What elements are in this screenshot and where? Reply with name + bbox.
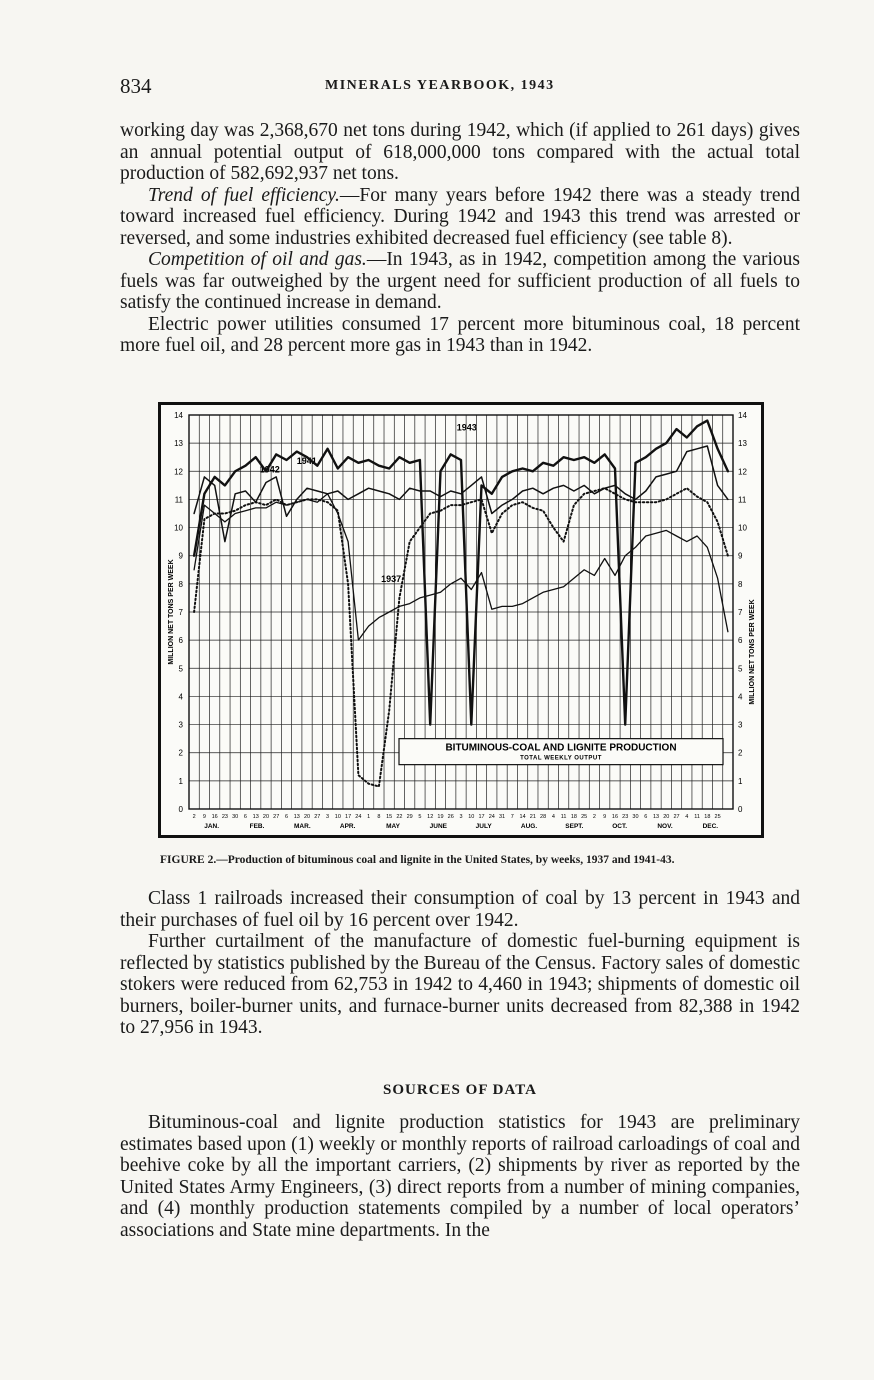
y-axis-label-right: MILLION NET TONS PER WEEK (749, 599, 756, 705)
x-tick-label-day: 13 (293, 814, 300, 820)
x-tick-label-day: 27 (314, 814, 321, 820)
x-tick-label-month: JAN. (204, 823, 220, 830)
x-tick-label-day: 21 (529, 814, 536, 820)
x-tick-label-month: JUNE (429, 823, 448, 830)
y-tick-label-left: 7 (178, 608, 183, 617)
x-tick-label-day: 11 (694, 814, 700, 820)
x-tick-label-day: 9 (202, 814, 206, 820)
chart-title: BITUMINOUS-COAL AND LIGNITE PRODUCTION (445, 742, 677, 754)
x-tick-label-day: 12 (427, 814, 434, 820)
y-tick-label-right: 9 (738, 551, 743, 561)
y-tick-label-right: 7 (738, 608, 743, 617)
x-tick-label-day: 4 (685, 814, 689, 820)
x-tick-label-day: 18 (570, 814, 577, 820)
paragraph-sources: Bituminous-coal and lignite production statistics for 1943 are preliminary estimates based upon (1) weekly or monthly reports of railroad carloadings of coal and beehive coke by all the important carriers, (2) shipments by river as reported by the United States Army Engineers, (3) direct reports from a number of mining companies, and (4) monthly production statements compiled by a number of local operators’ associations and State mine departments. In the (120, 1112, 800, 1241)
y-tick-label-right: 10 (738, 523, 747, 533)
x-tick-label-month: OCT. (612, 823, 628, 830)
y-tick-label-left: 13 (174, 439, 183, 449)
y-tick-label-left: 12 (174, 467, 183, 477)
y-tick-label-right: 4 (738, 692, 743, 702)
x-tick-label-month: APR. (339, 823, 356, 830)
x-tick-label-day: 4 (551, 814, 555, 820)
x-tick-label-day: 25 (714, 814, 721, 820)
x-tick-label-day: 6 (644, 814, 648, 820)
y-tick-label-left: 14 (174, 411, 183, 420)
x-tick-label-day: 22 (396, 814, 403, 820)
y-tick-label-left: 2 (178, 748, 183, 758)
x-tick-label-day: 18 (704, 814, 711, 820)
y-tick-label-right: 11 (738, 495, 747, 505)
x-tick-label-day: 25 (581, 814, 588, 820)
x-tick-label-day: 19 (437, 814, 444, 820)
x-tick-label-day: 13 (252, 814, 259, 820)
series-label-1943: 1943 (456, 422, 477, 433)
y-tick-label-left: 6 (178, 636, 183, 646)
x-tick-label-day: 16 (611, 814, 619, 820)
y-tick-label-left: 5 (178, 664, 183, 674)
body-text-top (120, 120, 800, 357)
series-label-1941: 1941 (296, 456, 317, 467)
x-tick-label-day: 15 (386, 814, 393, 820)
series-label-1942: 1942 (259, 464, 280, 475)
runin-heading-competition: Competition of oil and gas. (148, 249, 367, 270)
paragraph-fuel-efficiency (120, 185, 800, 250)
x-tick-label-day: 26 (447, 814, 454, 820)
paragraph-curtailment: Further curtailment of the manufacture of domestic fuel-burning equipment is reflected by statistics published by the Bureau of the Census. Factory sales of domestic stokers were reduced from 62,753 in 1942 to 4,460 in 1943; shipments of domestic oil burners, boiler-burner units, and furnace-burner units decreased from 82,388 in 1942 to 27,956 in 1943. (120, 931, 800, 1038)
x-tick-label-day: 3 (459, 814, 463, 820)
x-tick-label-day: 23 (622, 814, 629, 820)
paragraph-fuel-efficiency-text: —For many years before 1942 there was a steady trend toward increased fuel efficiency. During 1942 and 1943 this trend was arrested or reversed, and some industries exhibited decreased fuel efficiency (see table 8). (120, 184, 801, 249)
y-tick-label-left: 0 (178, 805, 183, 814)
x-tick-label-day: 27 (273, 814, 280, 820)
section-heading-sources: SOURCES OF DATA (383, 1082, 537, 1098)
x-tick-label-day: 20 (663, 814, 670, 820)
x-tick-label-day: 1 (367, 814, 371, 820)
paragraph-competition-text: —In 1943, as in 1942, competition among the various fuels was far outweighed by the urgent need for sufficient production of all fuels to satisfy the continued increase in demand. (120, 249, 801, 313)
x-tick-label-day: 24 (488, 814, 495, 820)
x-tick-label-day: 10 (334, 814, 341, 820)
x-tick-label-day: 27 (673, 814, 680, 820)
paragraph-competition (120, 249, 800, 314)
x-tick-label-day: 31 (498, 814, 506, 820)
x-tick-label-day: 6 (243, 814, 247, 820)
x-tick-label-day: 13 (652, 814, 660, 820)
x-tick-label-day: 16 (211, 814, 218, 820)
production-chart (158, 402, 764, 838)
x-tick-label-day: 5 (418, 814, 422, 820)
y-tick-label-right: 3 (738, 720, 743, 730)
y-tick-label-left: 8 (178, 579, 183, 589)
x-tick-label-month: AUG. (520, 823, 538, 830)
x-tick-label-day: 11 (560, 814, 567, 820)
x-tick-label-day: 8 (377, 814, 381, 820)
x-tick-label-day: 2 (592, 814, 596, 820)
page-number: 834 (120, 74, 152, 98)
y-tick-label-right: 0 (738, 805, 743, 814)
chart-svg (161, 405, 761, 835)
x-tick-label-day: 10 (468, 814, 475, 820)
x-tick-label-day: 14 (519, 814, 526, 820)
x-tick-label-day: 23 (221, 814, 228, 820)
y-tick-label-left: 1 (178, 776, 183, 786)
y-tick-label-right: 12 (738, 467, 747, 477)
y-tick-label-right: 6 (738, 636, 743, 646)
x-tick-label-day: 30 (632, 814, 639, 820)
paragraph-railroads: Class 1 railroads increased their consumption of coal by 13 percent in 1943 and their purchases of fuel oil by 16 percent over 1942. (120, 888, 800, 931)
x-tick-label-month: SEPT. (565, 823, 584, 830)
x-tick-label-day: 3 (326, 814, 330, 820)
chart-subtitle: TOTAL WEEKLY OUTPUT (520, 755, 602, 762)
y-tick-label-left: 4 (178, 692, 183, 702)
journal-title: MINERALS YEARBOOK, 1943 (325, 78, 555, 93)
y-axis-label-left: MILLION NET TONS PER WEEK (168, 559, 175, 665)
x-tick-label-day: 24 (355, 814, 362, 820)
y-tick-label-right: 2 (738, 748, 743, 758)
x-tick-label-day: 6 (284, 814, 289, 820)
x-tick-label-month: NOV. (657, 823, 673, 830)
runin-heading-fuel-efficiency: Trend of fuel efficiency. (148, 184, 340, 206)
x-tick-label-day: 9 (603, 814, 607, 820)
series-label-1937: 1937 (381, 574, 402, 585)
x-tick-label-day: 17 (478, 814, 485, 820)
figure-caption: FIGURE 2.—Production of bituminous coal and lignite in the United States, by weeks, 1937 and 1941-43. (160, 854, 675, 866)
y-tick-label-left: 9 (178, 551, 183, 561)
series-line-1937 (194, 494, 728, 640)
x-tick-label-day: 17 (345, 814, 352, 820)
x-tick-label-day: 30 (232, 814, 239, 820)
x-tick-label-day: 2 (192, 814, 196, 820)
x-tick-label-day: 20 (303, 814, 311, 820)
y-tick-label-left: 11 (174, 495, 183, 505)
y-tick-label-left: 3 (178, 720, 183, 730)
y-tick-label-left: 10 (174, 523, 183, 533)
paragraph-electric-power: Electric power utilities consumed 17 percent more bituminous coal, 18 percent more fuel oil, and 28 percent more gas in 1943 than in 1942. (120, 313, 800, 356)
x-tick-label-day: 28 (540, 814, 547, 820)
x-tick-label-day: 29 (406, 814, 413, 820)
x-tick-label-month: MAY (386, 823, 400, 830)
y-tick-label-right: 14 (738, 411, 747, 420)
x-tick-label-month: MAR. (294, 823, 311, 830)
body-text-middle (120, 888, 800, 1039)
x-tick-label-month: DEC. (702, 823, 719, 830)
running-head (120, 74, 800, 100)
y-tick-label-right: 1 (738, 776, 743, 786)
paragraph-working-day: working day was 2,368,670 net tons during 1942, which (if applied to 261 days) gives an annual potential output of 618,000,000 tons compared with the actual total production of 582,692,937 net tons. (120, 120, 800, 184)
y-tick-label-right: 8 (738, 579, 743, 589)
x-tick-label-month: JULY (475, 823, 492, 830)
x-tick-label-day: 7 (510, 814, 514, 820)
y-tick-label-right: 5 (738, 664, 743, 674)
body-text-bottom (120, 1112, 800, 1241)
y-tick-label-right: 13 (738, 439, 747, 449)
x-tick-label-day: 20 (262, 814, 270, 820)
x-tick-label-month: FEB. (249, 823, 265, 830)
